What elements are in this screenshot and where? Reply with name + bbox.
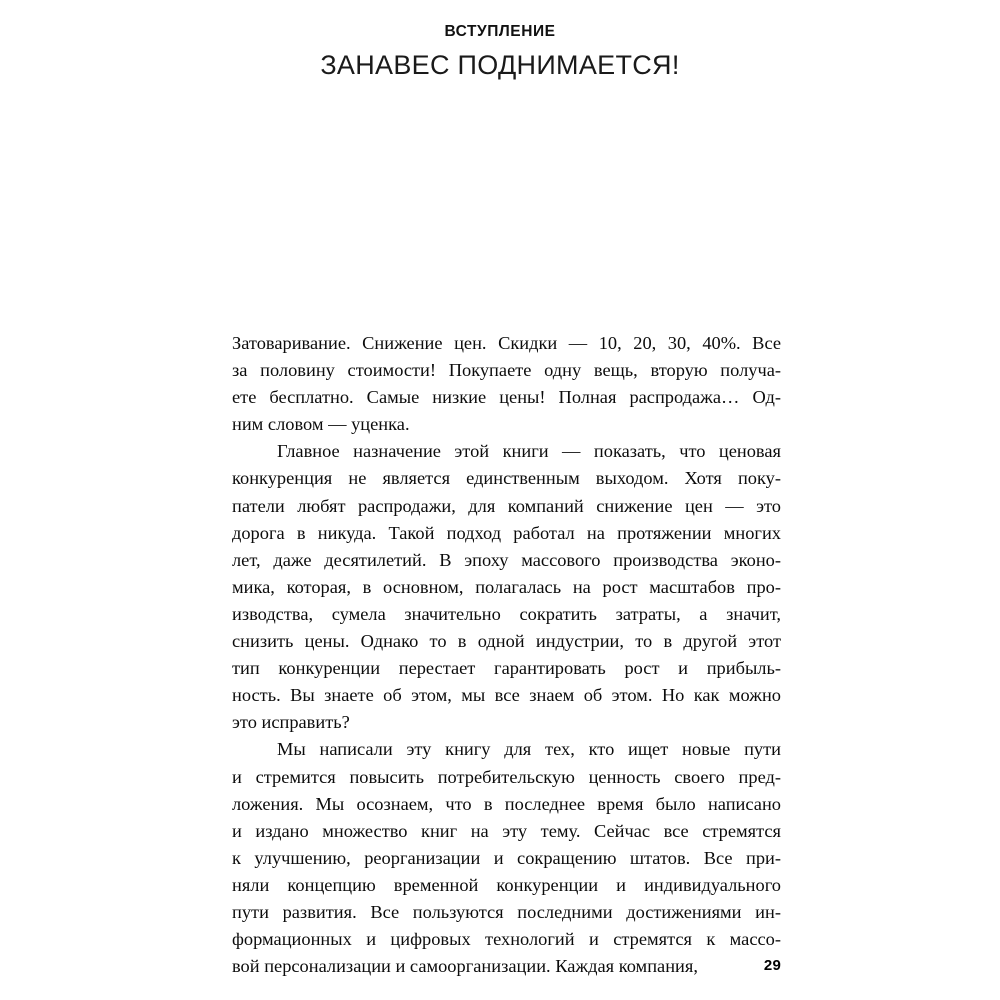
- text-line: лет, даже десятилетий. В эпоху массового производства эконо-: [232, 549, 781, 570]
- text-line: мика, которая, в основном, полагалась на рост масштабов про-: [232, 576, 781, 597]
- text-line: за половину стоимости! Покупаете одну вещь, вторую получа-: [232, 360, 781, 381]
- text-line: и издано множество книг на эту тему. Сейчас все стремятся: [232, 820, 781, 841]
- text-line: к улучшению, реорганизации и сокращению штатов. Все при-: [232, 847, 781, 868]
- text-line: это исправить?: [232, 712, 350, 733]
- chapter-header: [0, 22, 1000, 82]
- text-line: изводства, сумела значительно сократить затраты, а значит,: [232, 603, 781, 624]
- text-line: вой персонализации и самоорганизации. Каждая компания,: [232, 956, 698, 977]
- text-line: ность. Вы знаете об этом, мы все знаем об этом. Но как можно: [232, 685, 781, 706]
- body-paragraph: [232, 330, 781, 438]
- text-line: снизить цены. Однако то в одной индустрии, то в другой этот: [232, 631, 781, 652]
- body-text-column: [232, 330, 781, 980]
- page-title: ЗАНАВЕС ПОДНИМАЕТСЯ!: [320, 50, 680, 80]
- text-line: ложения. Мы осознаем, что в последнее время было написано: [232, 793, 781, 814]
- text-line: и стремится повысить потребительскую ценность своего пред-: [232, 766, 781, 787]
- body-paragraph: [232, 438, 781, 736]
- text-line: дорога в никуда. Такой подход работал на протяжении многих: [232, 522, 781, 543]
- text-line: пути развития. Все пользуются последними достижениями ин-: [232, 901, 781, 922]
- section-eyebrow: ВСТУПЛЕНИЕ: [444, 23, 556, 40]
- text-line: тип конкуренции перестает гарантировать рост и прибыль-: [232, 658, 781, 679]
- text-line: формационных и цифровых технологий и стремятся к массо-: [232, 929, 781, 950]
- text-line: патели любят распродажи, для компаний снижение цен — это: [232, 495, 781, 516]
- text-line: ете бесплатно. Самые низкие цены! Полная распродажа… Од-: [232, 387, 781, 408]
- text-line: ним словом — уценка.: [232, 414, 410, 435]
- body-paragraph: [232, 736, 781, 980]
- page-number: 29: [763, 957, 781, 974]
- text-line: конкуренция не является единственным выходом. Хотя поку-: [232, 468, 781, 489]
- text-line: няли концепцию временной конкуренции и индивидуального: [232, 874, 781, 895]
- text-line: Затоваривание. Снижение цен. Скидки — 10, 20, 30, 40%. Все: [232, 333, 781, 353]
- text-line: Главное назначение этой книги — показать, что ценовая: [277, 441, 781, 462]
- text-line: Мы написали эту книгу для тех, кто ищет новые пути: [277, 739, 781, 760]
